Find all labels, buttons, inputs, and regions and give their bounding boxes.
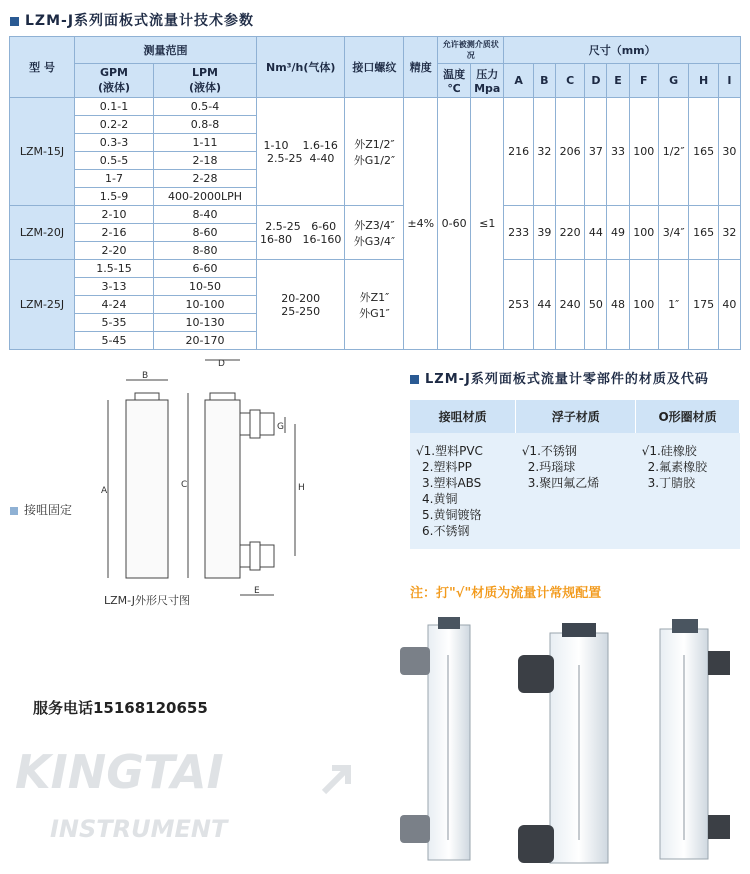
lpm-cell: 2-18 [154, 152, 257, 170]
gpm-cell: 3-13 [75, 278, 154, 296]
dim-label-c: C [181, 480, 188, 490]
dim-label-h: H [298, 483, 305, 493]
dim-cell: 220 [555, 206, 584, 260]
materials-section-title [410, 368, 709, 387]
service-phone: 服务电话15168120655 [33, 699, 208, 717]
side-view-cap [210, 393, 235, 400]
lpm-cell: 2-28 [154, 170, 257, 188]
dim-cell: 165 [689, 98, 718, 206]
header-connector-material: 接咀材质 [410, 400, 516, 433]
list-item: 4.黄铜 [422, 492, 458, 506]
dim-cell: 32 [533, 98, 555, 206]
table-row [10, 206, 741, 224]
product-photos [390, 615, 745, 870]
header-float-material: 浮子材质 [516, 400, 636, 433]
dim-cell: 32 [718, 206, 740, 260]
gpm-cell: 0.1-1 [75, 98, 154, 116]
list-item: 2.氟素橡胶 [647, 460, 708, 474]
flowmeter-photo-3 [660, 619, 730, 859]
dim-label-a: A [101, 486, 108, 496]
fixing-label [10, 501, 72, 518]
dim-label-g: G [277, 422, 284, 432]
gpm-cell: 2-10 [75, 206, 154, 224]
lpm-cell: 0.5-4 [154, 98, 257, 116]
header-model: 型 号 [10, 37, 75, 98]
list-item: 6.不锈钢 [422, 524, 470, 538]
dim-cell: 37 [585, 98, 607, 206]
list-item: √1.不锈钢 [521, 444, 577, 458]
drawing-caption: LZM-J外形尺寸图 [104, 594, 190, 607]
dim-cell: 233 [504, 206, 533, 260]
thread-cell: 外Z3/4″ 外G3/4″ [345, 206, 404, 260]
dim-cell: 40 [718, 260, 740, 350]
thread-cell: 外Z1″ 外G1″ [345, 260, 404, 350]
oring-material-list [636, 433, 740, 549]
lpm-cell: 400-2000LPH [154, 188, 257, 206]
label-square-icon [10, 507, 18, 515]
dim-col-f: F [629, 64, 658, 98]
lpm-cell: 0.8-8 [154, 116, 257, 134]
dim-cell: 49 [607, 206, 629, 260]
header-gpm: GPM (液体) [75, 64, 154, 98]
dim-cell: 44 [533, 260, 555, 350]
flowmeter-photo-1 [400, 617, 470, 860]
title-square-icon [410, 375, 419, 384]
thread-cell: 外Z1/2″ 外G1/2″ [345, 98, 404, 206]
dim-col-b: B [533, 64, 555, 98]
dim-col-a: A [504, 64, 533, 98]
dim-label-b: B [142, 371, 149, 381]
model-cell: LZM-15J [10, 98, 75, 206]
lpm-cell: 10-130 [154, 314, 257, 332]
dim-cell: 1″ [659, 260, 689, 350]
temp-cell: 0-60 [438, 98, 471, 350]
dim-cell: 30 [718, 98, 740, 206]
header-thread: 接口螺纹 [345, 37, 404, 98]
header-size: 尺寸（mm） [504, 37, 741, 64]
gas-cell: 20-200 25-250 [257, 260, 345, 350]
list-item: 3.聚四氟乙烯 [527, 476, 600, 490]
header-temp: 温度 ℃ [438, 64, 471, 98]
list-item: 2.玛瑙球 [527, 460, 576, 474]
dim-col-d: D [585, 64, 607, 98]
dim-cell: 39 [533, 206, 555, 260]
gpm-cell: 5-35 [75, 314, 154, 332]
dim-cell: 3/4″ [659, 206, 689, 260]
dim-cell: 33 [607, 98, 629, 206]
dim-col-c: C [555, 64, 584, 98]
brand-logo-name: KINGTAI [15, 745, 224, 799]
dim-cell: 253 [504, 260, 533, 350]
list-item: 5.黄铜镀铬 [422, 508, 482, 522]
dim-col-h: H [689, 64, 718, 98]
float-material-list [516, 433, 636, 549]
dim-cell: 100 [629, 260, 658, 350]
dim-cell: 100 [629, 98, 658, 206]
lpm-cell: 10-50 [154, 278, 257, 296]
list-item: 3.塑料ABS [422, 476, 482, 490]
header-oring-material: O形圈材质 [636, 400, 740, 433]
spec-title-text: LZM-J系列面板式流量计技术参数 [25, 13, 255, 29]
fixing-label-text: 接咀固定 [24, 503, 73, 517]
dim-cell: 216 [504, 98, 533, 206]
gpm-cell: 1.5-15 [75, 260, 154, 278]
brand-arrow-icon [318, 758, 358, 798]
gas-cell: 1-10 1.6-16 2.5-25 4-40 [257, 98, 345, 206]
list-item: √1.硅橡胶 [641, 444, 697, 458]
model-cell: LZM-20J [10, 206, 75, 260]
materials-title-text: LZM-J系列面板式流量计零部件的材质及代码 [425, 372, 709, 387]
gpm-cell: 1-7 [75, 170, 154, 188]
front-view-body [126, 400, 168, 578]
gpm-cell: 4-24 [75, 296, 154, 314]
header-medium: 允许被测介质状况 [438, 37, 504, 64]
dim-cell: 175 [689, 260, 718, 350]
front-view-cap [135, 393, 159, 400]
dim-col-i: I [718, 64, 740, 98]
table-row [10, 260, 741, 278]
gpm-cell: 0.5-5 [75, 152, 154, 170]
lpm-cell: 20-170 [154, 332, 257, 350]
outline-dimension-drawing [90, 355, 350, 600]
side-view-body [205, 400, 240, 578]
header-range: 测量范围 [75, 37, 257, 64]
model-cell: LZM-25J [10, 260, 75, 350]
list-item: 2.塑料PP [422, 460, 472, 474]
header-gas: Nm³/h(气体) [257, 37, 345, 98]
dim-label-e: E [254, 586, 260, 596]
table-row [10, 98, 741, 116]
dim-cell: 206 [555, 98, 584, 206]
config-note: 注：打"√"材质为流量计常规配置 [410, 586, 602, 601]
lpm-cell: 8-80 [154, 242, 257, 260]
flowmeter-photo-2 [518, 623, 608, 863]
dim-cell: 240 [555, 260, 584, 350]
dim-cell: 44 [585, 206, 607, 260]
lpm-cell: 6-60 [154, 260, 257, 278]
gpm-cell: 2-20 [75, 242, 154, 260]
list-item: 3.丁腈胶 [647, 476, 696, 490]
dim-cell: 100 [629, 206, 658, 260]
gpm-cell: 0.3-3 [75, 134, 154, 152]
gpm-cell: 1.5-9 [75, 188, 154, 206]
dim-label-d: D [218, 359, 225, 369]
dim-cell: 165 [689, 206, 718, 260]
list-item: √1.塑料PVC [416, 444, 483, 458]
gpm-cell: 2-16 [75, 224, 154, 242]
dim-col-g: G [659, 64, 689, 98]
dim-cell: 1/2″ [659, 98, 689, 206]
spec-table [9, 36, 741, 350]
lpm-cell: 10-100 [154, 296, 257, 314]
dim-col-e: E [607, 64, 629, 98]
gpm-cell: 5-45 [75, 332, 154, 350]
brand-logo-sub: INSTRUMENT [50, 815, 228, 843]
accuracy-cell: ±4% [404, 98, 438, 350]
lpm-cell: 8-40 [154, 206, 257, 224]
dim-cell: 48 [607, 260, 629, 350]
materials-table [410, 400, 740, 549]
header-accuracy: 精度 [404, 37, 438, 98]
connector-material-list [410, 433, 516, 549]
lpm-cell: 1-11 [154, 134, 257, 152]
header-lpm: LPM (液体) [154, 64, 257, 98]
gas-cell: 2.5-25 6-60 16-80 16-160 [257, 206, 345, 260]
gpm-cell: 0.2-2 [75, 116, 154, 134]
spec-section-title [10, 10, 254, 30]
pressure-cell: ≤1 [471, 98, 504, 350]
dim-cell: 50 [585, 260, 607, 350]
lpm-cell: 8-60 [154, 224, 257, 242]
header-pressure: 压力 Mpa [471, 64, 504, 98]
title-square-icon [10, 17, 19, 26]
